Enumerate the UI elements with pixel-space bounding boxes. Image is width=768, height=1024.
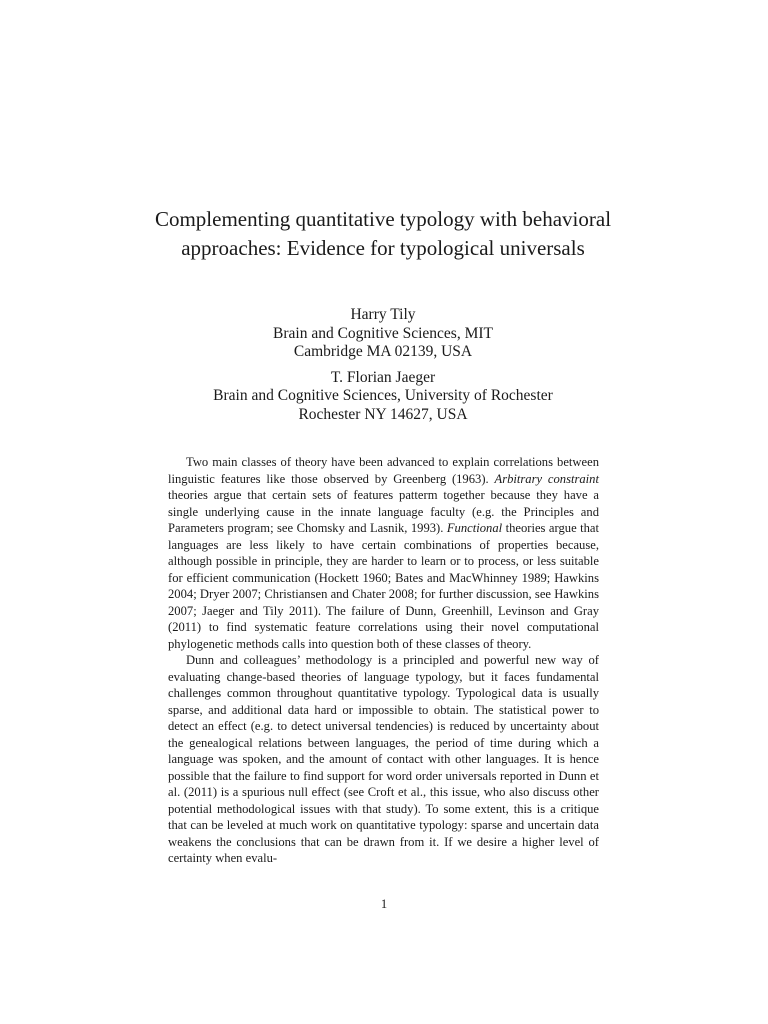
author-name: T. Florian Jaeger <box>330 368 436 386</box>
paragraph-text: theories argue that certain sets of features patterm together because they have a single underlying cause in the innate language faculty (e.g. the Principles and Parameters program; see Chomsky and Lasnik, 1993). <box>168 488 599 535</box>
author-address: Rochester NY 14627, USA <box>298 405 468 423</box>
author-block <box>150 306 616 362</box>
body-text <box>168 454 599 867</box>
paragraph-2: Dunn and colleagues’ methodology is a principled and powerful new way of evaluating change-based theories of language typology, but it faces fundamental challenges common throughout quantitative typology. Typological data is usually sparse, and additional data hard or impossible to obtain. The statistical power to detect an effect (e.g. to detect universal tendencies) is reduced by uncertainty about the genealogical relations between languages, the period of time during which a language was spoken, and the amount of contact with other languages. It is hence possible that the failure to find support for word order universals reported in Dunn et al. (2011) is a spurious null effect (see Croft et al., this issue, who also discuss other potential methodological issues with that study). To some extent, this is a critique that can be leveled at much work on quantitative typology: sparse and uncertain data weakens the conclusions that can be drawn from it. If we desire a higher level of certainty when evalu- <box>168 653 599 865</box>
page-number: 1 <box>380 897 388 911</box>
paragraph-1 <box>168 454 599 652</box>
author-address: Cambridge MA 02139, USA <box>293 343 473 360</box>
emphasis-text: Arbitrary constraint <box>494 471 599 486</box>
author-affiliation: Brain and Cognitive Sciences, MIT <box>273 324 493 342</box>
author-list <box>150 306 616 424</box>
paragraph-text: theories argue that languages are less likely to have certain combinations of properties because, although possible in principle, they are harder to learn or to process, or less suitable for efficient communication (Hockett 1960; Bates and MacWhinney 1989; Hawkins 2004; Dryer 2007; Christiansen and Chater 2008; for further discussion, see Hawkins 2007; Jaeger and Tily 2011). The failure of Dunn, Greenhill, Levinson and Gray (2011) to find systematic feature correlations using their novel computational phylogenetic methods calls into question both of these classes of theory. <box>168 521 600 651</box>
emphasis-text: Functional <box>446 521 503 535</box>
author-block <box>150 369 616 425</box>
author-name: Harry Tily <box>350 306 416 323</box>
paragraph-text: Two main classes of theory have been advanced to explain correlations between linguistic features like those observed by Greenberg (1963). <box>168 455 599 486</box>
paper-title: Complementing quantitative typology with behavioral approaches: Evidence for typological universals <box>154 207 612 260</box>
author-affiliation: Brain and Cognitive Sciences, University of Rochester <box>213 387 553 404</box>
